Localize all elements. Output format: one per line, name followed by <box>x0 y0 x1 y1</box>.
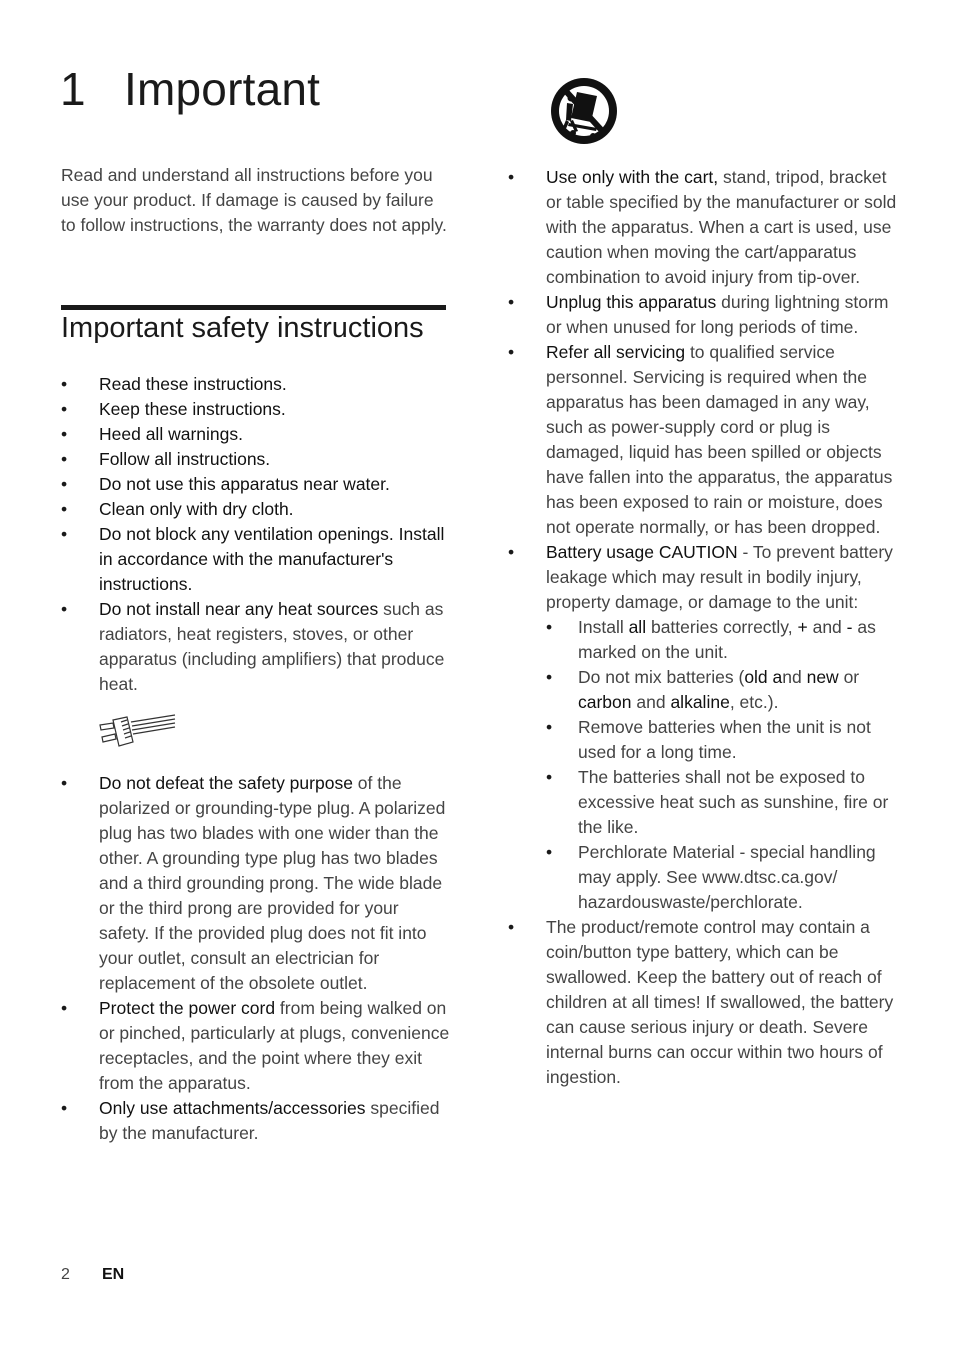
list-item: • Follow all instructions. <box>61 447 453 472</box>
list-item: • Protect the power cord from being walked on or pinched, particularly at plugs, convenience receptacles, and the point where they exit from the apparatus. <box>61 996 453 1096</box>
page-title <box>60 62 320 116</box>
sub-list-item: • Install all batteries correctly, + and - as marked on the unit. <box>546 615 898 665</box>
list-item: • Do not use this apparatus near water. <box>61 472 453 497</box>
chapter-title: Important <box>124 63 321 115</box>
section-divider <box>61 305 446 310</box>
list-item: • Read these instructions. <box>61 372 453 397</box>
chapter-number: 1 <box>60 63 86 115</box>
safety-list-left-2 <box>61 771 453 1146</box>
list-item: • Clean only with dry cloth. <box>61 497 453 522</box>
page-number: 2 <box>61 1266 70 1283</box>
list-item: • Do not block any ventilation openings. Install in accordance with the manufacturer's instructions. <box>61 522 453 597</box>
sub-list-item: • The batteries shall not be exposed to excessive heat such as sunshine, fire or the like. <box>546 765 898 840</box>
page-footer <box>61 1266 125 1284</box>
section-title: Important safety instructions <box>61 312 424 344</box>
list-item: • Refer all servicing to qualified service personnel. Servicing is required when the apparatus has been damaged in any way, such as power-supply cord or plug is damaged, liquid has been spilled or objects have fallen into the apparatus, the apparatus has been exposed to rain or moisture, does not operate normally, or has been dropped. <box>508 340 898 540</box>
list-item: • The product/remote control may contain a coin/button type battery, which can be swallowed. Keep the battery out of reach of children at all times! If swallowed, the battery can cause serious injury or death. Severe internal burns can occur within two hours of ingestion. <box>508 915 898 1090</box>
list-item: • Only use attachments/accessories specified by the manufacturer. <box>61 1096 453 1146</box>
list-item: • Unplug this apparatus during lightning storm or when unused for long periods of time. <box>508 290 898 340</box>
safety-list-right <box>508 165 898 1090</box>
list-item-battery-caution: • Battery usage CAUTION - To prevent battery leakage which may result in bodily injury, property damage, or damage to the unit: • Install all batteries correctly, + and - as marked on the unit. • Do not mix batteries (old and new or carbon and alkaline, etc.). • Remove batteries when the unit is not used for a long time. • The batteries shall not be exposed to excessive heat such as sunshine, fire or the like. • Perchlorate Material - special handling may apply. See www.dtsc.ca.gov/ hazardouswaste/perchlorate. <box>508 540 898 915</box>
list-item: • Do not install near any heat sources such as radiators, heat registers, stoves, or other apparatus (including amplifiers) that produce heat. <box>61 597 453 697</box>
safety-list-left-1 <box>61 372 453 697</box>
list-item: • Keep these instructions. <box>61 397 453 422</box>
list-item: • Do not defeat the safety purpose of the polarized or grounding-type plug. A polarized plug has two blades with one wider than the other. A grounding type plug has two blades and a third grounding prong. The wide blade or the third prong are provided for your safety. If the provided plug does not fit into your outlet, consult an electrician for replacement of the obsolete outlet. <box>61 771 453 996</box>
intro-paragraph: Read and understand all instructions before you use your product. If damage is caused by failure to follow instructions, the warranty does not apply. <box>61 165 447 235</box>
sub-list-item: • Remove batteries when the unit is not used for a long time. <box>546 715 898 765</box>
polarized-plug-icon <box>97 712 177 752</box>
battery-sub-list <box>546 615 898 915</box>
language-code: EN <box>102 1266 125 1283</box>
list-item: • Heed all warnings. <box>61 422 453 447</box>
sub-list-item: • Do not mix batteries (old and new or carbon and alkaline, etc.). <box>546 665 898 715</box>
cart-tip-over-warning-icon <box>547 76 621 148</box>
list-item: • Use only with the cart, stand, tripod, bracket or table specified by the manufacturer or sold with the apparatus. When a cart is used, use caution when moving the cart/apparatus combination to avoid injury from tip-over. <box>508 165 898 290</box>
sub-list-item: • Perchlorate Material - special handling may apply. See www.dtsc.ca.gov/ hazardouswaste/perchlorate. <box>546 840 898 915</box>
